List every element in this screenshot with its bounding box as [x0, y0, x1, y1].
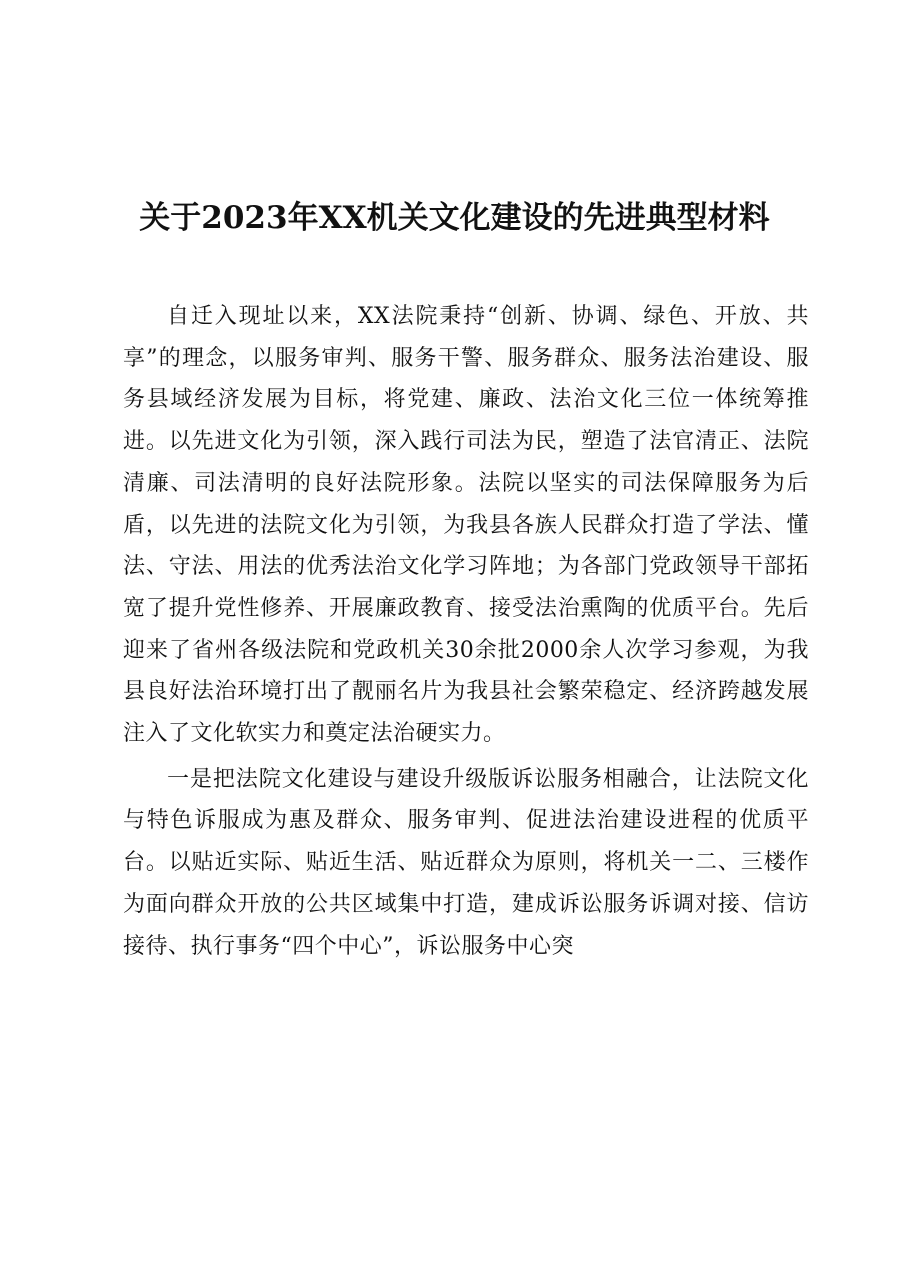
document-title: 关于2023年XX机关文化建设的先进典型材料	[139, 200, 770, 236]
document-body	[123, 296, 809, 967]
paragraph-intro: 自迁入现址以来，XX法院秉持“创新、协调、绿色、开放、共享”的理念，以服务审判、服务干警、服务群众、服务法治建设、服务县域经济发展为目标，将党建、廉政、法治文化三位一体统筹推进。以先进文化为引领，深入践行司法为民，塑造了法官清正、法院清廉、司法清明的良好法院形象。法院以坚实的司法保障服务为后盾，以先进的法院文化为引领，为我县各族人民群众打造了学法、懂法、守法、用法的优秀法治文化学习阵地；为各部门党政领导干部拓宽了提升党性修养、开展廉政教育、接受法治熏陶的优质平台。先后迎来了省州各级法院和党政机关30余批2000余人次学习参观，为我县良好法治环境打出了靓丽名片为我县社会繁荣稳定、经济跨越发展注入了文化软实力和奠定法治硬实力。	[123, 304, 810, 747]
paragraph-point-one: 一是把法院文化建设与建设升级版诉讼服务相融合，让法院文化与特色诉服成为惠及群众、服务审判、促进法治建设进程的优质平台。以贴近实际、贴近生活、贴近群众为原则，将机关一二、三楼作为面向群众开放的公共区域集中打造，建成诉讼服务诉调对接、信访接待、执行事务“四个中心”，诉讼服务中心突	[123, 766, 809, 959]
